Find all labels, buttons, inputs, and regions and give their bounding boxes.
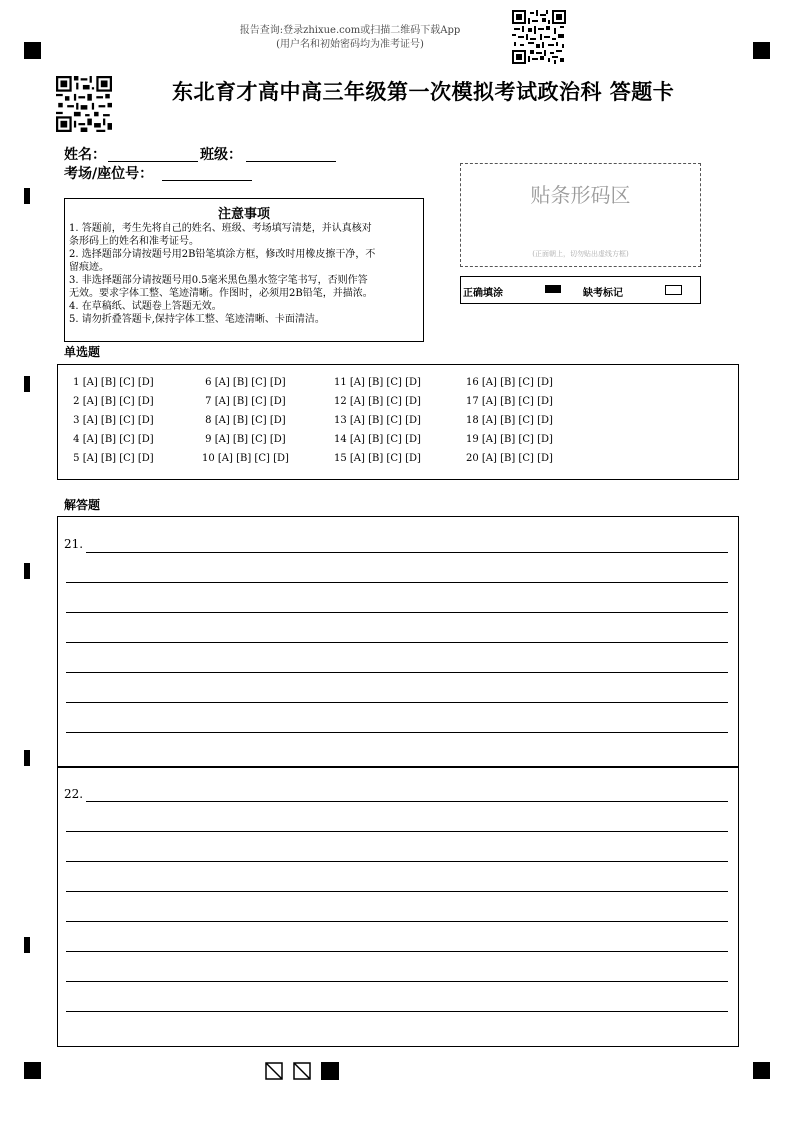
- timing-mark: [24, 937, 30, 953]
- notice-line: 5. 请勿折叠答题卡,保持字体工整、笔迹清晰、卡面清洁。: [69, 314, 325, 325]
- name-label: 姓名：: [64, 147, 106, 163]
- page-mark-slash-icon: [265, 1062, 283, 1080]
- notice-line: 2. 选择题部分请按题号用2B铅笔填涂方框，修改时用橡皮擦干净，不: [69, 249, 376, 260]
- answer-section-title: 解答题: [64, 498, 101, 512]
- mc-question-17[interactable]: 17 [A] [B] [C] [D]: [466, 396, 553, 407]
- answer-line[interactable]: [66, 672, 728, 673]
- mc-question-14[interactable]: 14 [A] [B] [C] [D]: [334, 434, 421, 445]
- qr-code-icon[interactable]: [56, 76, 112, 132]
- mc-question-3[interactable]: 3 [A] [B] [C] [D]: [70, 415, 154, 426]
- barcode-title: 贴条形码区: [530, 183, 631, 207]
- mc-question-20[interactable]: 20 [A] [B] [C] [D]: [466, 453, 553, 464]
- positioning-mark-icon: [24, 42, 41, 59]
- notice-line: 3. 非选择题部分请按题号用0.5毫米黑色墨水签字笔书写，否则作答: [69, 275, 368, 286]
- notice-line: 留痕迹。: [69, 262, 109, 273]
- answer-line[interactable]: [86, 552, 728, 553]
- class-field[interactable]: [246, 145, 336, 162]
- mc-question-6[interactable]: 6 [A] [B] [C] [D]: [202, 377, 286, 388]
- timing-mark: [24, 750, 30, 766]
- mc-question-7[interactable]: 7 [A] [B] [C] [D]: [202, 396, 286, 407]
- seat-label: 考场/座位号：: [64, 166, 154, 182]
- correct-fill-label: 正确填涂: [463, 288, 503, 299]
- notice-line: 无效。要求字体工整、笔迹清晰。作图时，必须用2B铅笔，并描浓。: [69, 288, 373, 299]
- barcode-area: [460, 163, 701, 267]
- mc-question-5[interactable]: 5 [A] [B] [C] [D]: [70, 453, 154, 464]
- mc-question-10[interactable]: 10 [A] [B] [C] [D]: [202, 453, 289, 464]
- answer-line[interactable]: [66, 582, 728, 583]
- mc-question-9[interactable]: 9 [A] [B] [C] [D]: [202, 434, 286, 445]
- mc-question-12[interactable]: 12 [A] [B] [C] [D]: [334, 396, 421, 407]
- answer-line[interactable]: [86, 801, 728, 802]
- notice-line: 1. 答题前，考生先将自己的姓名、班级、考场填写清楚，并认真核对: [69, 223, 372, 234]
- answer-line[interactable]: [66, 951, 728, 952]
- timing-mark: [24, 563, 30, 579]
- absent-mark-label: 缺考标记: [583, 288, 623, 299]
- correct-fill-sample: [545, 285, 561, 293]
- absent-mark-checkbox[interactable]: [665, 285, 682, 295]
- positioning-mark-icon: [753, 1062, 770, 1079]
- answer-box-21: [57, 516, 739, 768]
- positioning-mark-icon: [753, 42, 770, 59]
- answer-line[interactable]: [66, 921, 728, 922]
- notice-box: [64, 198, 424, 342]
- mc-question-16[interactable]: 16 [A] [B] [C] [D]: [466, 377, 553, 388]
- answer-line[interactable]: [66, 732, 728, 733]
- name-field[interactable]: [108, 145, 198, 162]
- positioning-mark-icon: [24, 1062, 41, 1079]
- timing-mark: [24, 188, 30, 204]
- answer-line[interactable]: [66, 981, 728, 982]
- answer-box-22: [57, 766, 739, 1047]
- mc-question-4[interactable]: 4 [A] [B] [C] [D]: [70, 434, 154, 445]
- mc-question-15[interactable]: 15 [A] [B] [C] [D]: [334, 453, 421, 464]
- mc-question-1[interactable]: 1 [A] [B] [C] [D]: [70, 377, 154, 388]
- fill-legend: [460, 276, 701, 304]
- class-label: 班级：: [200, 147, 242, 163]
- qr-code-icon[interactable]: [512, 10, 566, 64]
- seat-field[interactable]: [162, 164, 252, 181]
- question-number-22: 22.: [64, 787, 84, 801]
- answer-line[interactable]: [66, 702, 728, 703]
- answer-line[interactable]: [66, 831, 728, 832]
- notice-line: 4. 在草稿纸、试题卷上答题无效。: [69, 301, 222, 312]
- question-number-21: 21.: [64, 537, 84, 551]
- mc-question-11[interactable]: 11 [A] [B] [C] [D]: [334, 377, 421, 388]
- mc-question-18[interactable]: 18 [A] [B] [C] [D]: [466, 415, 553, 426]
- notice-title: 注意事项: [217, 207, 270, 222]
- page-title: 东北育才高中高三年级第一次模拟考试政治科 答题卡: [172, 80, 675, 104]
- login-hint-text: (用户名和初始密码均为准考证号): [276, 39, 424, 50]
- answer-line[interactable]: [66, 891, 728, 892]
- mc-question-2[interactable]: 2 [A] [B] [C] [D]: [70, 396, 154, 407]
- notice-line: 条形码上的姓名和准考证号。: [69, 236, 199, 247]
- page-mark-filled-icon: [321, 1062, 339, 1080]
- mc-section-title: 单选题: [64, 345, 101, 359]
- timing-mark: [24, 376, 30, 392]
- mc-question-13[interactable]: 13 [A] [B] [C] [D]: [334, 415, 421, 426]
- answer-line[interactable]: [66, 642, 728, 643]
- mc-question-19[interactable]: 19 [A] [B] [C] [D]: [466, 434, 553, 445]
- report-query-text: 报告查询:登录zhixue.com或扫描二维码下载App: [239, 25, 461, 36]
- answer-line[interactable]: [66, 1011, 728, 1012]
- page-mark-slash-icon: [293, 1062, 311, 1080]
- answer-line[interactable]: [66, 612, 728, 613]
- mc-answer-box: [57, 364, 739, 480]
- barcode-note: (正面朝上，切勿贴出虚线方框): [532, 250, 629, 258]
- mc-question-8[interactable]: 8 [A] [B] [C] [D]: [202, 415, 286, 426]
- answer-line[interactable]: [66, 861, 728, 862]
